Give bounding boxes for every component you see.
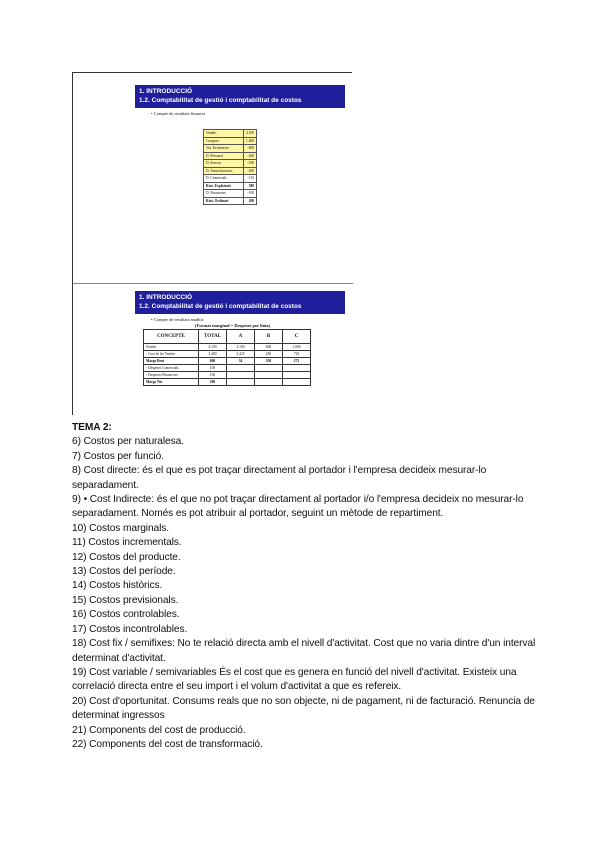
table-cell: 600 xyxy=(255,344,283,351)
slide-financial-statement xyxy=(135,85,345,245)
list-item: 17) Costos incontrolables. xyxy=(72,623,188,635)
list-item: 7) Costos per funció. xyxy=(72,450,164,462)
slide-header xyxy=(135,85,345,108)
row-value: -100 xyxy=(244,190,257,198)
row-value: 200 xyxy=(244,197,257,205)
row-label: Rtat. Explotació xyxy=(204,182,244,190)
table-cell: 4.100 xyxy=(199,344,227,351)
table-cell xyxy=(255,379,283,386)
table-cell: 725 xyxy=(283,351,311,358)
table-cell: 350 xyxy=(255,358,283,365)
table-row xyxy=(144,379,311,386)
table-row xyxy=(204,152,257,160)
slide-header-line1: 1. INTRODUCCIÓ xyxy=(139,88,193,95)
table-cell: 250 xyxy=(255,351,283,358)
table-row xyxy=(144,372,311,379)
analytic-results-table xyxy=(143,329,311,386)
section-title: TEMA 2: xyxy=(72,422,112,433)
slide-header xyxy=(135,291,345,314)
table-row xyxy=(204,145,257,153)
row-label: D. Personal xyxy=(204,152,244,160)
row-value: 1.400 xyxy=(244,137,257,145)
list-item: 22) Components del cost de transformació. xyxy=(72,738,263,750)
table-cell: 2.100 xyxy=(227,344,255,351)
table-row xyxy=(204,182,257,190)
table-cell: - Cost de les Vendes xyxy=(144,351,199,358)
list-item: 8) Cost directe: és el que es pot traçar directament al portador i l'empresa decideix mesurar-lo separadament. xyxy=(72,465,487,491)
row-label: Vendes xyxy=(204,130,244,138)
row-label: Rtat. Ordinari xyxy=(204,197,244,205)
table-cell: Vendes xyxy=(144,344,199,351)
table-row xyxy=(144,358,311,365)
slide-header-line2: 1.2. Comptabilitat de gestió i comptabilitat de costos xyxy=(139,303,302,310)
column-header: C xyxy=(283,330,311,344)
column-header: TOTAL xyxy=(199,330,227,344)
table-cell: 600 xyxy=(199,358,227,365)
list-item: 21) Components del cost de producció. xyxy=(72,724,246,736)
row-label: D. Amortitzacions xyxy=(204,167,244,175)
slide-bullet: • Compte de resultats analític xyxy=(151,317,204,322)
row-label: Var. Existències xyxy=(204,145,244,153)
list-item: 10) Costos marginals. xyxy=(72,522,169,534)
table-cell: Marge Brut xyxy=(144,358,199,365)
table-cell: - Despeses Comercials xyxy=(144,365,199,372)
table-row xyxy=(204,137,257,145)
table-row xyxy=(204,175,257,183)
column-header: B xyxy=(255,330,283,344)
table-row xyxy=(204,130,257,138)
financial-results-table xyxy=(203,129,257,205)
table-row xyxy=(144,365,311,372)
row-value: -180 xyxy=(244,160,257,168)
slide-bullet: • Compte de resultats financer xyxy=(151,111,206,116)
table-cell xyxy=(227,372,255,379)
table-row xyxy=(204,190,257,198)
row-value: -600 xyxy=(244,145,257,153)
table-cell: 2.425 xyxy=(227,351,255,358)
table-cell xyxy=(283,379,311,386)
table-cell xyxy=(255,365,283,372)
table-cell xyxy=(283,372,311,379)
list-item: 6) Costos per naturalesa. xyxy=(72,436,184,448)
list-item: 11) Costos incrementals. xyxy=(72,537,182,549)
row-label: D. Comercials xyxy=(204,175,244,183)
list-item: 15) Costos previsionals. xyxy=(72,594,179,606)
table-row xyxy=(204,197,257,205)
document-text xyxy=(72,421,542,752)
table-cell xyxy=(227,365,255,372)
cost-list xyxy=(72,435,542,752)
row-label: D. Financeres xyxy=(204,190,244,198)
list-item: 12) Costos del producte. xyxy=(72,551,181,563)
row-value: 4.100 xyxy=(244,130,257,138)
slide-analytic-statement xyxy=(135,291,345,416)
table-cell: 3.400 xyxy=(199,351,227,358)
list-item: 18) Cost fix / semifixes: No te relació directa amb el nivell d'activitat. Cost que no varia dintre d'un interval determinat d'activitat. xyxy=(72,638,536,664)
table-cell xyxy=(283,365,311,372)
row-value: -110 xyxy=(244,175,257,183)
list-item: 9) • Cost Indirecte: és el que no pot traçar directament al portador i/o l'empresa decideix no mesurar-lo separadament. Només es pot atribuir al portador, seguint un mètode de repartiment. xyxy=(72,494,524,520)
table-row xyxy=(144,351,311,358)
table-cell: Marge Net xyxy=(144,379,199,386)
row-value: -260 xyxy=(244,152,257,160)
slide-subtitle: (Format marginal = Despeses per línia) xyxy=(195,323,271,328)
list-item: 13) Costos del període. xyxy=(72,566,176,578)
table-cell: 1.000 xyxy=(283,344,311,351)
list-item: 20) Cost d'oportunitat. Consums reals que no son objecte, ni de pagament, ni de facturació. Renuncia de determinat ingressos xyxy=(72,695,535,722)
table-cell: 100 xyxy=(199,372,227,379)
table-row xyxy=(204,160,257,168)
row-value: -200 xyxy=(244,167,257,175)
list-item: 16) Costos controlables. xyxy=(72,609,180,621)
table-row xyxy=(204,167,257,175)
table-cell: 100 xyxy=(199,365,227,372)
slides-image xyxy=(72,72,352,415)
table-cell: 200 xyxy=(199,379,227,386)
table-row xyxy=(144,344,311,351)
row-label: Compres xyxy=(204,137,244,145)
table-cell: 34 xyxy=(227,358,255,365)
list-item: 19) Cost variable / semivariables És el cost que es genera en funció del nivell d'activitat. Existeix una correlació directa entre el seu import i el volum d'activitat a que es refereix. xyxy=(72,666,517,693)
row-value: 580 xyxy=(244,182,257,190)
table-cell: 275 xyxy=(283,358,311,365)
slide-divider xyxy=(73,283,353,284)
table-cell xyxy=(227,379,255,386)
list-item: 14) Costos històrics. xyxy=(72,580,163,592)
table-cell: - Despeses Financeres xyxy=(144,372,199,379)
table-cell xyxy=(255,372,283,379)
row-label: D. Serveis xyxy=(204,160,244,168)
column-header: A xyxy=(227,330,255,344)
slide-header-line2: 1.2. Comptabilitat de gestió i comptabilitat de costos xyxy=(139,97,302,104)
column-header: CONCEPTE xyxy=(144,330,199,344)
slide-header-line1: 1. INTRODUCCIÓ xyxy=(139,294,193,301)
